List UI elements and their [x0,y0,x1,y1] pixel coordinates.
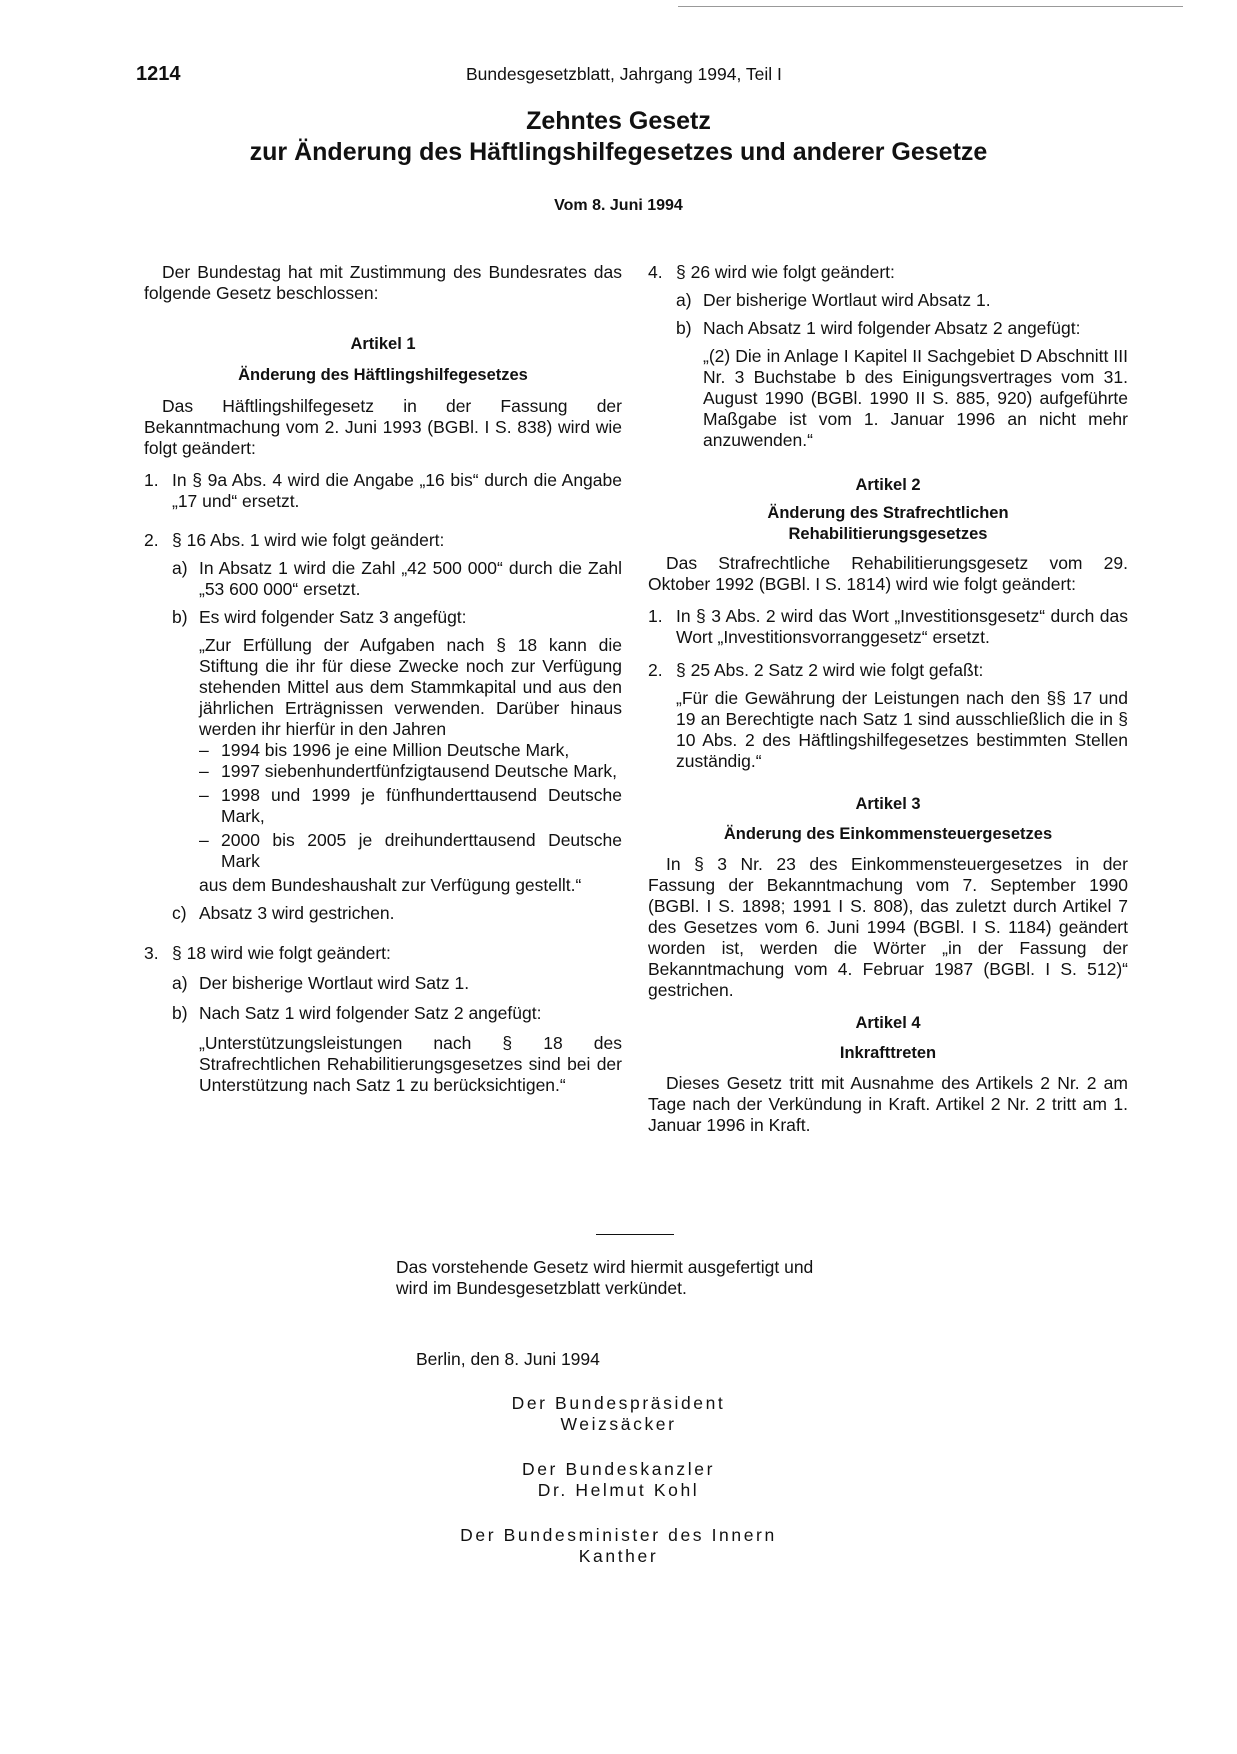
sub-item [172,558,622,600]
preamble: Der Bundestag hat mit Zustimmung des Bundesrates das folgende Gesetz beschlossen: [144,262,622,303]
inserted-sentence: „Unterstützungsleistungen nach § 18 des Strafrechtlichen Rehabilitierungsgesetzes sind bei der Unterstützung nach Satz 1 zu berücksichtigen.“ [199,1033,622,1095]
sub-item-letter: c) [172,903,187,923]
item-number: 2. [648,660,663,680]
promulgation-line2: wird im Bundesgesetzblatt verkündet. [396,1278,687,1298]
promulgation-note [396,1257,896,1299]
law-title [0,106,1237,168]
dash-bullet: – [199,830,209,850]
item-number: 3. [144,943,159,963]
item-text: § 25 Abs. 2 Satz 2 wird wie folgt gefaßt: [676,660,984,680]
article-3-subheading: Änderung des Einkommensteuergesetzes [723,825,1053,843]
sub-item [172,973,622,994]
list-item [199,740,622,761]
separator-rule [596,1234,674,1235]
article-4-heading: Artikel 4 [855,1014,921,1032]
item-number: 4. [648,262,663,282]
sub-item-letter: b) [172,1003,188,1023]
dash-text: 1994 bis 1996 je eine Million Deutsche Mark, [221,740,570,760]
sub-item-text: Nach Satz 1 wird folgender Satz 2 angefügt: [199,1003,542,1023]
sub-item [676,318,1128,339]
law-title-line2: zur Änderung des Häftlingshilfegesetzes und anderer Gesetze [249,138,988,166]
signatures [0,1393,1237,1591]
signature-name: Kanther [578,1546,659,1566]
item-number: 1. [648,606,663,626]
article-1-subheading: Änderung des Häftlingshilfegesetzes [238,366,528,384]
item-text: § 16 Abs. 1 wird wie folgt geändert: [172,530,445,550]
place-date: Berlin, den 8. Juni 1994 [416,1349,600,1369]
item-text: In § 3 Abs. 2 wird das Wort „Investitionsgesetz“ durch das Wort „Investitionsvorranggesetz“ ersetzt. [676,606,1128,647]
sub-item-text: In Absatz 1 wird die Zahl „42 500 000“ durch die Zahl „53 600 000“ ersetzt. [199,558,622,599]
item-number: 1. [144,470,159,490]
sub-item-letter: b) [676,318,692,338]
sub-item-letter: b) [172,607,188,627]
article-2-subheading-line1: Änderung des Strafrechtlichen [767,504,1009,522]
page-number: 1214 [136,63,181,85]
sub-item-text: Nach Absatz 1 wird folgender Absatz 2 angefügt: [703,318,1081,338]
article-2-intro: Das Strafrechtliche Rehabilitierungsgesetz vom 29. Oktober 1992 (BGBl. I S. 1814) wird wie folgt geändert: [648,553,1128,594]
signature-name: Dr. Helmut Kohl [537,1480,700,1500]
article-2-heading: Artikel 2 [855,476,921,494]
item-number: 2. [144,530,159,550]
article-3-text: In § 3 Nr. 23 des Einkommensteuergesetzes in der Fassung der Bekanntmachung vom 7. September 1990 (BGBl. I S. 1898; 1991 I S. 808), das zuletzt durch Artikel 7 des Gesetzes vom 6. Juni 1994 (BGBl. I S. 1184) geändert worden ist, werden die Wörter „in der Fassung der Bekanntmachung vom 4. Februar 1987 (BGBl. I S. 512)“ gestrichen. [648,854,1128,1000]
left-column [144,262,622,1096]
list-item [144,530,622,551]
sub-item-letter: a) [676,290,692,310]
dash-text: 2000 bis 2005 je dreihunderttausend Deutsche Mark [221,830,622,871]
inserted-paragraph: „(2) Die in Anlage I Kapitel II Sachgebiet D Abschnitt III Nr. 3 Buchstabe b des Einigungsvertrages vom 31. August 1990 (BGBl. 1990 II S. 885, 920) aufgeführte Maßgabe ist vom 1. Januar 1996 an nicht mehr anzuwenden.“ [703,346,1128,450]
sub-item [172,1003,622,1024]
article-1-intro: Das Häftlingshilfegesetz in der Fassung der Bekanntmachung vom 2. Juni 1993 (BGBl. I S. 838) wird wie folgt geändert: [144,396,622,458]
law-title-line1: Zehntes Gesetz [526,107,711,135]
sub-item [172,903,622,924]
sub-item-text: Es wird folgender Satz 3 angefügt: [199,607,467,627]
signature-minister [0,1525,1237,1567]
dash-bullet: – [199,785,209,805]
article-1-heading: Artikel 1 [350,335,416,353]
journal-title: Bundesgesetzblatt, Jahrgang 1994, Teil I [466,64,782,84]
list-item [144,943,622,964]
inserted-sentence-closing: aus dem Bundeshaushalt zur Verfügung gestellt.“ [199,875,582,895]
sub-item [172,607,622,628]
signature-title: Der Bundesminister des Innern [460,1525,777,1545]
dash-text: 1997 siebenhundertfünfzigtausend Deutsche Mark, [221,761,617,781]
article-3-heading: Artikel 3 [855,795,921,813]
article-4-subheading: Inkrafttreten [839,1044,937,1062]
dash-bullet: – [199,761,209,781]
item-text: § 26 wird wie folgt geändert: [676,262,895,282]
signature-chancellor [0,1459,1237,1501]
list-item [199,830,622,872]
new-sentence: „Für die Gewährung der Leistungen nach den §§ 17 und 19 an Berechtigte nach Satz 1 sind ausschließlich die in § 10 Abs. 2 des Häftlingshilfegesetzes bestimmten Stellen zuständig.“ [676,688,1128,771]
list-item [648,262,1128,283]
right-column [648,262,1128,1136]
list-item [144,470,622,512]
sub-item-letter: a) [172,558,188,578]
top-rule [678,6,1183,7]
item-text: § 18 wird wie folgt geändert: [172,943,391,963]
signature-name: Weizsäcker [560,1414,677,1434]
dash-bullet: – [199,740,209,760]
inserted-sentence: „Zur Erfüllung der Aufgaben nach § 18 kann die Stiftung die ihr für diese Zwecke noch zur Verfügung stehenden Mittel aus dem Stammkapital und aus den jährlichen Erträgnissen verwenden. Darüber hinaus werden ihr hierfür in den Jahren [199,635,622,739]
sub-item [676,290,1128,311]
article-4-text: Dieses Gesetz tritt mit Ausnahme des Artikels 2 Nr. 2 am Tage nach der Verkündung in Kraft. Artikel 2 Nr. 2 tritt am 1. Januar 1996 in Kraft. [648,1073,1128,1135]
sub-item-text: Der bisherige Wortlaut wird Satz 1. [199,973,470,993]
signature-title: Der Bundespräsident [511,1393,726,1413]
dash-text: 1998 und 1999 je fünfhunderttausend Deutsche Mark, [221,785,622,826]
signature-president [0,1393,1237,1435]
list-item [648,606,1128,648]
sub-item-text: Der bisherige Wortlaut wird Absatz 1. [703,290,991,310]
article-2-subheading-line2: Rehabilitierungsgesetzes [788,525,988,543]
promulgation-line1: Das vorstehende Gesetz wird hiermit ausgefertigt und [396,1257,814,1277]
item-text: In § 9a Abs. 4 wird die Angabe „16 bis“ durch die Angabe „17 und“ ersetzt. [172,470,622,511]
signature-title: Der Bundeskanzler [521,1459,716,1479]
list-item [648,660,1128,681]
list-item [199,785,622,827]
list-item [199,761,622,782]
sub-item-letter: a) [172,973,188,993]
article-2-subheading [648,503,1128,545]
law-date: Vom 8. Juni 1994 [554,197,683,214]
sub-item-text: Absatz 3 wird gestrichen. [199,903,395,923]
